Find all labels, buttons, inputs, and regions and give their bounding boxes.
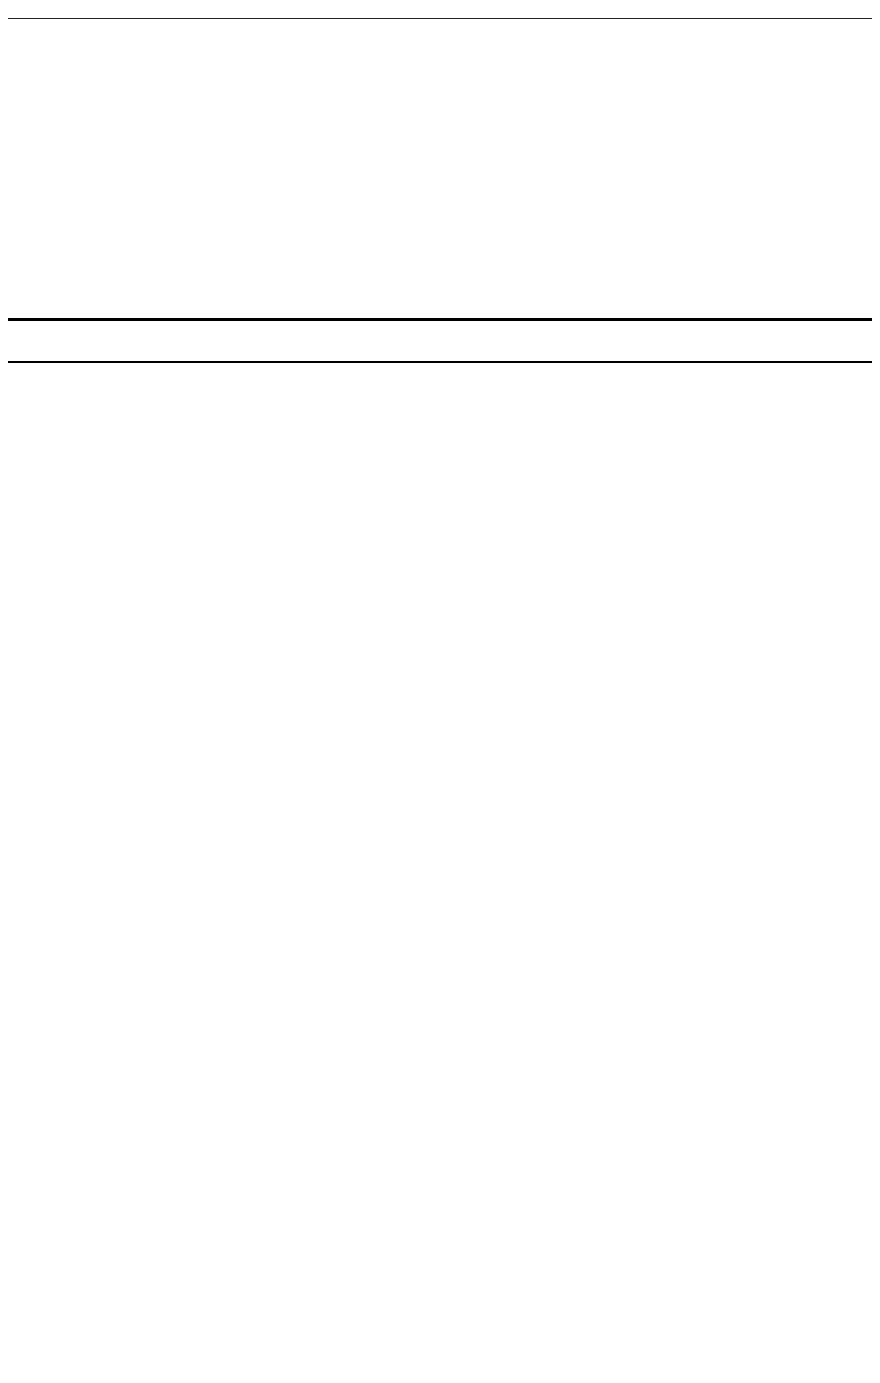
help-wanted-section — [8, 60, 872, 318]
home-service-guide-banner — [8, 318, 872, 363]
masthead — [8, 4, 872, 19]
service-guide-columns — [8, 362, 872, 1378]
deadline-line — [8, 321, 872, 328]
